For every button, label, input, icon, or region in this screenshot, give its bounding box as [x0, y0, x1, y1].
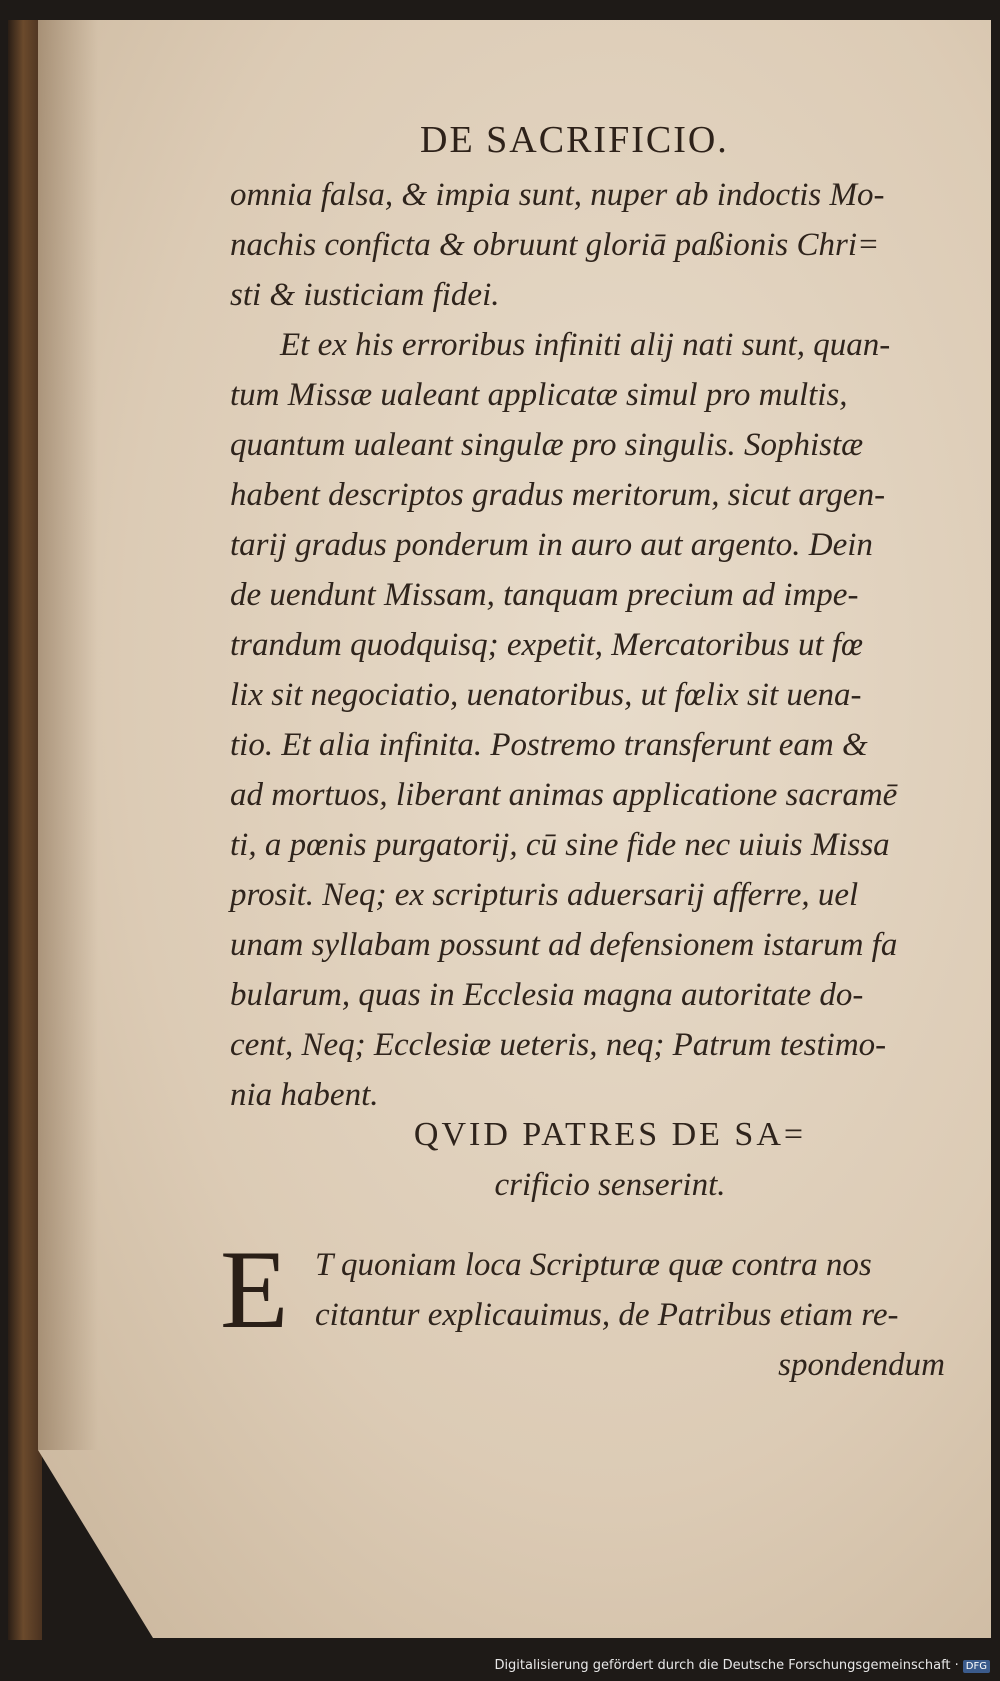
section-heading-line-2: crificio senserint. [494, 1167, 726, 1203]
text-line: T quoniam loca Scripturæ quæ contra nos [315, 1247, 872, 1283]
text-line: bularum, quas in Ecclesia magna autoritate do- [230, 977, 864, 1013]
footer-text: Digitalisierung gefördert durch die Deutsche Forschungsgemeinschaft · [494, 1658, 959, 1673]
text-line: nia habent. [230, 1077, 379, 1113]
closing-paragraph [220, 1228, 960, 1390]
text-line: unam syllabam possunt ad defensionem istarum fa [230, 927, 898, 963]
text-line: omnia falsa, & impia sunt, nuper ab indoctis Mo- [230, 177, 885, 213]
text-line: cent, Neq; Ecclesiæ ueteris, neq; Patrum testimo- [230, 1027, 887, 1063]
section-heading-line-1: QVID PATRES DE SA= [413, 1116, 807, 1153]
section-heading [330, 1110, 890, 1210]
page-shadow [38, 20, 98, 1450]
text-line: nachis conficta & obruunt gloriā paßionis Chri= [230, 227, 880, 263]
text-line: de uendunt Missam, tanquam precium ad impe- [230, 577, 859, 613]
text-line: trandum quodquisq; expetit, Mercatoribus ut fœ [230, 627, 864, 663]
body-text [230, 170, 965, 1120]
drop-capital: E [220, 1228, 289, 1352]
text-line: tarij gradus ponderum in auro aut argento. Dein [230, 527, 873, 563]
book-spine [8, 20, 42, 1640]
text-line: ti, a pœnis purgatorij, cū sine fide nec uiuis Missa [230, 827, 890, 863]
catchword: spondendum [778, 1347, 945, 1383]
text-line: tum Missæ ualeant applicatæ simul pro multis, [230, 377, 848, 413]
text-line: prosit. Neq; ex scripturis aduersarij afferre, uel [230, 877, 859, 913]
dfg-logo: DFG [963, 1660, 990, 1673]
text-line: tio. Et alia infinita. Postremo transferunt eam & [230, 727, 868, 763]
text-line: habent descriptos gradus meritorum, sicut argen- [230, 477, 886, 513]
text-line: Et ex his erroribus infiniti alij nati sunt, quan- [280, 327, 891, 363]
text-line: quantum ualeant singulæ pro singulis. Sophistæ [230, 427, 864, 463]
text-line: citantur explicauimus, de Patribus etiam re- [315, 1297, 899, 1333]
running-head: DE SACRIFICIO. [420, 119, 729, 161]
text-line: lix sit negociatio, uenatoribus, ut fœlix sit uena- [230, 677, 862, 713]
text-line: ad mortuos, liberant animas applicatione sacramē [230, 777, 898, 813]
digitization-footer [494, 1658, 990, 1673]
text-line: sti & iusticiam fidei. [230, 277, 500, 313]
